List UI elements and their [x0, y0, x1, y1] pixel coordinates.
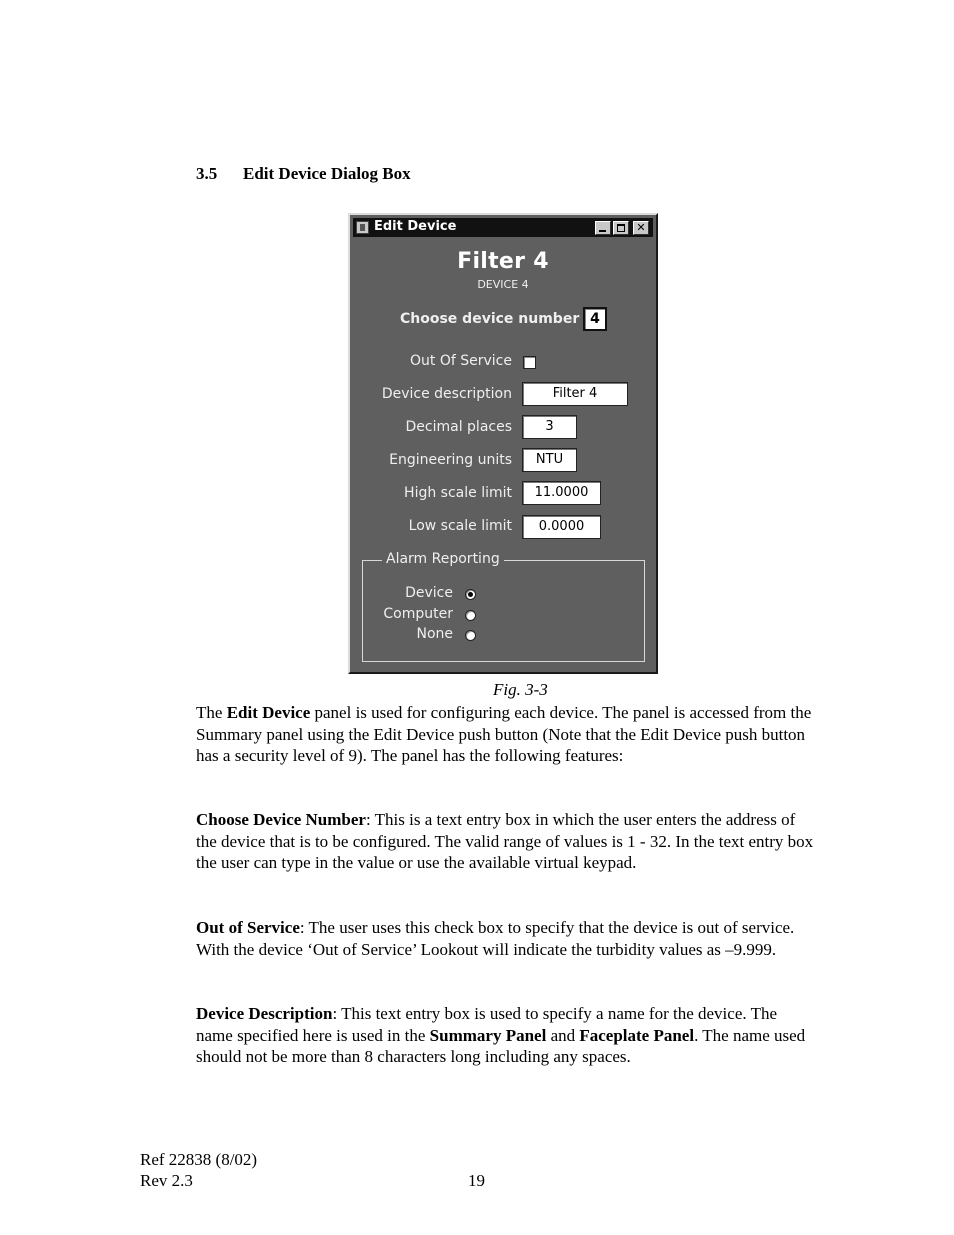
alarm-option-label: Device	[405, 585, 453, 601]
paragraph-device-description	[196, 1003, 816, 1068]
text-run: : The user uses this check box to specify that the device is out of service. With the device ‘Out of Service’ Lookout will indicate the turbidity values as –9.999.	[196, 918, 795, 959]
alarm-option-label: Computer	[383, 606, 453, 622]
device-subtitle: DEVICE 4	[477, 278, 529, 291]
decimal-places-input[interactable]: 3	[522, 415, 577, 439]
section-heading	[196, 164, 411, 184]
text-run: : This text entry box is used to specify a name for the device. The name specified here is used in the	[196, 1004, 777, 1045]
maximize-button[interactable]	[613, 221, 629, 235]
section-title: Edit Device Dialog Box	[243, 164, 411, 183]
alarm-none-radio[interactable]	[465, 630, 476, 641]
alarm-computer-radio[interactable]	[465, 610, 476, 621]
text-run: The	[196, 703, 227, 722]
page-number: 19	[468, 1171, 485, 1190]
text-run: panel is used for configuring each device. The panel is accessed from the Summary panel using the Edit Device push button (Note that the Edit Device push button has a security level of 9). The panel has the following features:	[196, 703, 812, 765]
engineering-units-input[interactable]: NTU	[522, 448, 577, 472]
text-run: . The name used should not be more than 8 characters long including any spaces.	[196, 1025, 806, 1066]
choose-device-number-input[interactable]: 4	[583, 307, 607, 331]
device-description-label: Device description	[381, 386, 512, 402]
out-of-service-label: Out Of Service	[410, 353, 512, 369]
paragraph-out-of-service	[196, 917, 816, 960]
window-title: Edit Device	[374, 219, 457, 234]
alarm-device-radio[interactable]	[465, 589, 476, 600]
text-run: : This is a text entry box in which the user enters the address of the device that is to be configured. The valid range of values is 1 - 32. In the text entry box the user can type in the value or use the available virtual keypad.	[196, 810, 814, 872]
text-run: and	[546, 1025, 580, 1045]
paragraph-choose-device-number	[196, 809, 816, 874]
footer-revision: Rev 2.3	[140, 1171, 193, 1190]
decimal-places-label: Decimal places	[405, 419, 512, 435]
engineering-units-label: Engineering units	[389, 452, 512, 468]
device-description-input[interactable]: Filter 4	[522, 382, 628, 406]
paragraph-edit-device	[196, 702, 816, 767]
low-scale-limit-label: Low scale limit	[408, 518, 512, 534]
device-title: Filter 4	[457, 249, 549, 274]
alarm-reporting-label: Alarm Reporting	[382, 551, 504, 567]
bold-term: Summary Panel	[429, 1025, 547, 1045]
figure-caption: Fig. 3-3	[493, 680, 548, 699]
app-icon[interactable]	[356, 221, 369, 234]
minimize-button[interactable]	[595, 221, 611, 235]
choose-device-label: Choose device number	[400, 311, 580, 327]
bold-term: Choose Device Number	[196, 810, 366, 829]
title-bar[interactable]	[353, 218, 653, 237]
alarm-option-label: None	[416, 626, 453, 642]
bold-term: Edit Device	[226, 703, 311, 722]
close-button[interactable]: ✕	[633, 221, 649, 235]
out-of-service-checkbox[interactable]	[523, 356, 536, 369]
high-scale-limit-input[interactable]: 11.0000	[522, 481, 601, 505]
edit-device-dialog	[348, 213, 658, 674]
bold-term: Out of Service	[196, 918, 300, 937]
bold-term: Device Description	[196, 1004, 333, 1023]
footer-reference: Ref 22838 (8/02)	[140, 1150, 258, 1169]
bold-term: Faceplate Panel	[579, 1025, 695, 1045]
low-scale-limit-input[interactable]: 0.0000	[522, 515, 601, 539]
high-scale-limit-label: High scale limit	[404, 485, 512, 501]
section-number: 3.5	[196, 164, 218, 183]
